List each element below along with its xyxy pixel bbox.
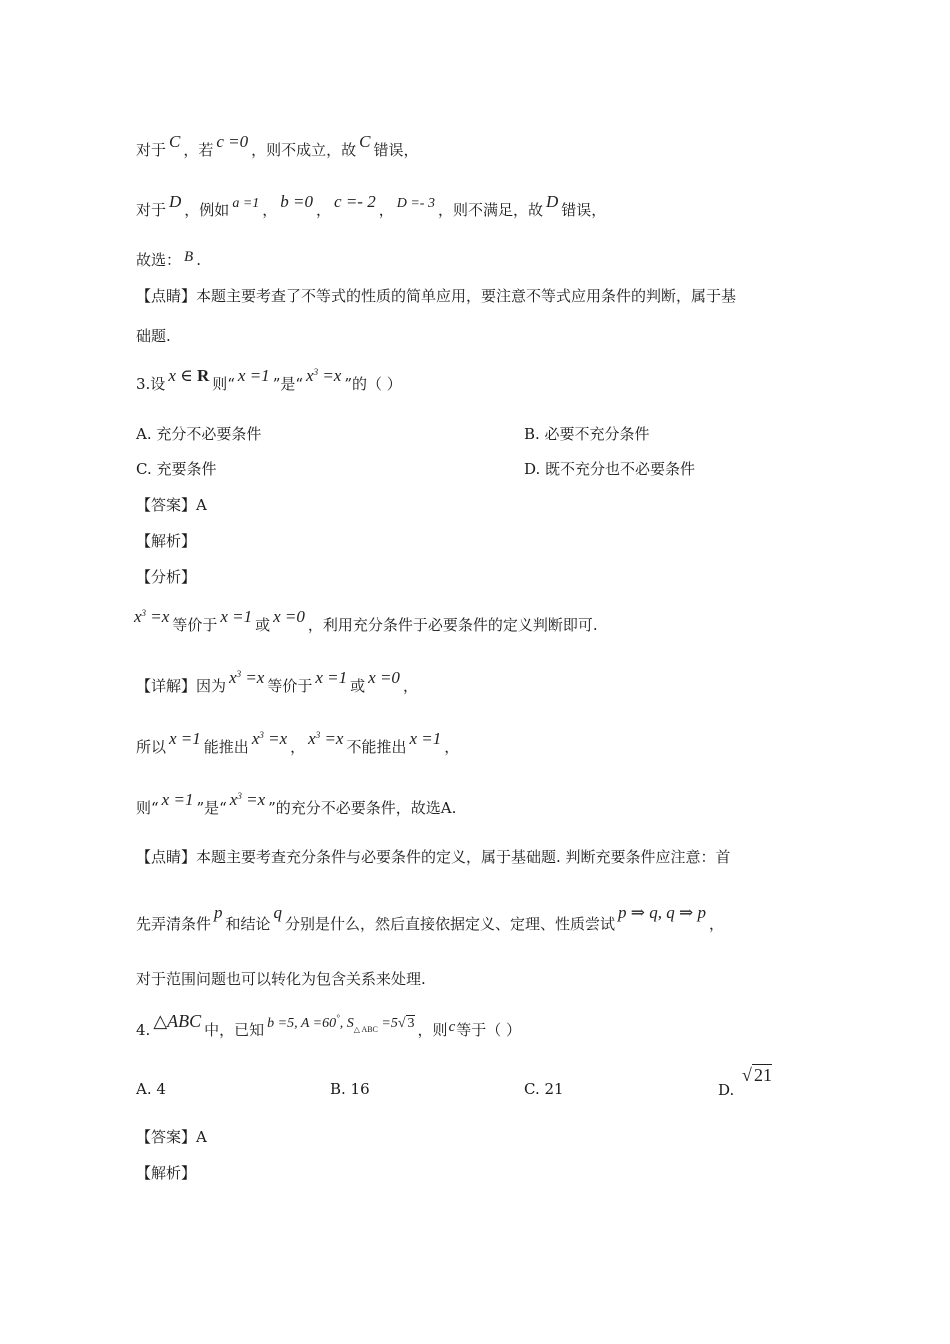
text: 础题. bbox=[136, 327, 171, 345]
text: 错误， bbox=[561, 201, 607, 219]
text: 等价于 bbox=[267, 677, 313, 695]
math-expression: $x^3 =x$ bbox=[134, 607, 170, 626]
text: . bbox=[196, 251, 201, 269]
text-line bbox=[136, 668, 418, 698]
math-expression: p bbox=[214, 903, 223, 922]
text: 中，已知 bbox=[204, 1021, 265, 1039]
text: ， bbox=[709, 915, 725, 933]
math-expression: $x^3 =x$ bbox=[308, 729, 344, 748]
math-expression: x =1 bbox=[161, 790, 194, 809]
text-line bbox=[136, 790, 457, 820]
text: 则“ bbox=[136, 799, 159, 817]
math-expression: x =1 bbox=[409, 729, 442, 748]
text-line bbox=[136, 326, 171, 346]
math-expression: c =0 bbox=[216, 132, 249, 151]
text: 【详解】因为 bbox=[136, 677, 227, 695]
text: ”是“ bbox=[196, 799, 227, 817]
text: ，若 bbox=[183, 141, 214, 159]
text-line bbox=[136, 903, 725, 934]
question-number: 4. bbox=[136, 1021, 151, 1039]
math-expression: x =0 bbox=[368, 668, 400, 687]
math-expression: △ABC bbox=[153, 1011, 202, 1031]
option-c: C. 21 bbox=[524, 1080, 564, 1098]
option-a: A. 充分不必要条件 bbox=[136, 425, 262, 443]
math-expression: C bbox=[169, 132, 181, 151]
math-expression: $x^3 =x$ bbox=[251, 729, 288, 748]
option-a: A. 4 bbox=[136, 1080, 166, 1098]
text: ，例如 bbox=[184, 201, 230, 219]
math-expression: x =1 bbox=[169, 729, 201, 748]
text: ， bbox=[290, 738, 306, 756]
text-line bbox=[136, 729, 460, 759]
text: ”的（ ） bbox=[344, 375, 402, 393]
text-line bbox=[136, 132, 419, 160]
text: 【点睛】本题主要考查了不等式的性质的简单应用，要注意不等式应用条件的判断，属于基 bbox=[136, 287, 737, 305]
text: ”是“ bbox=[272, 375, 304, 393]
text: 对于 bbox=[136, 141, 167, 159]
text: 等于（ ） bbox=[456, 1021, 522, 1039]
text-line bbox=[136, 250, 201, 271]
analysis-label: 【解析】 bbox=[136, 1164, 197, 1182]
text: 或 bbox=[350, 677, 366, 695]
text: ， bbox=[316, 201, 332, 219]
math-expression: x =1 bbox=[220, 607, 253, 626]
text: 和结论 bbox=[225, 915, 271, 933]
text: 则“ bbox=[212, 375, 235, 393]
text: 等价于 bbox=[172, 616, 218, 634]
text: ，则不成立，故 bbox=[251, 141, 357, 159]
text-line bbox=[136, 286, 736, 306]
math-expression: C bbox=[359, 132, 371, 151]
text: ，则不满足，故 bbox=[437, 201, 543, 219]
text: ， bbox=[402, 677, 418, 695]
text: 不能推出 bbox=[346, 738, 407, 756]
math-expression: a =1 bbox=[232, 196, 260, 211]
answer-label: 【答案】A bbox=[136, 496, 207, 514]
question-3-stem bbox=[136, 366, 402, 396]
text: 故选： bbox=[136, 251, 182, 269]
text-line bbox=[136, 969, 426, 989]
text: 错误， bbox=[373, 141, 419, 159]
math-expression: D bbox=[169, 192, 182, 211]
text: 对于 bbox=[136, 201, 167, 219]
math-expression: b =5, A =60°, $S_{\triangle ABC} =5√$ 3 bbox=[267, 1013, 415, 1034]
math-expression: x =1 bbox=[237, 366, 270, 385]
math-expression: D bbox=[545, 192, 559, 211]
math-expression: c =- 2 bbox=[334, 192, 376, 211]
analysis-label: 【解析】 bbox=[136, 532, 197, 550]
text: ，利用充分条件于必要条件的定义判断即可. bbox=[307, 616, 598, 634]
math-expression: $x^3 =x$ bbox=[229, 668, 265, 687]
text: 先弄清条件 bbox=[136, 915, 212, 933]
question-4-stem bbox=[136, 1011, 522, 1043]
text: 对于范围问题也可以转化为包含关系来处理. bbox=[136, 970, 426, 988]
math-expression: x ∈ R bbox=[168, 366, 210, 385]
option-c: C. 充要条件 bbox=[136, 460, 217, 478]
text: ， bbox=[262, 201, 278, 219]
answer-label: 【答案】A bbox=[136, 1128, 207, 1146]
analysis-sub-label: 【分析】 bbox=[136, 568, 197, 586]
text: 所以 bbox=[136, 738, 167, 756]
option-b: B. 必要不充分条件 bbox=[524, 425, 650, 443]
option-d: D. √ 21 bbox=[718, 1065, 772, 1099]
math-expression: $x^3 =x$ bbox=[306, 366, 342, 385]
math-expression: x =0 bbox=[273, 607, 305, 626]
text: ”的充分不必要条件，故选A. bbox=[268, 799, 457, 817]
text-line bbox=[134, 607, 598, 637]
text: 能推出 bbox=[203, 738, 249, 756]
math-expression: p ⇒ q, q ⇒ p bbox=[618, 903, 707, 922]
text: 或 bbox=[255, 616, 271, 634]
math-expression: $x^3 =x$ bbox=[229, 790, 266, 809]
option-d: D. 既不充分也不必要条件 bbox=[524, 460, 696, 478]
math-expression: q bbox=[273, 903, 283, 922]
text: 分别是什么，然后直接依据定义、定理、性质尝试 bbox=[285, 915, 616, 933]
math-expression: c bbox=[448, 1019, 456, 1035]
math-expression: B bbox=[184, 249, 194, 265]
option-b: B. 16 bbox=[330, 1080, 370, 1098]
math-expression: b =0 bbox=[280, 192, 314, 211]
math-expression: D =- 3 bbox=[396, 196, 435, 211]
text: ，则 bbox=[417, 1021, 448, 1039]
text: 【点睛】本题主要考查充分条件与必要条件的定义，属于基础题. 判断充要条件应注意：首 bbox=[136, 848, 731, 866]
text-line bbox=[136, 192, 607, 222]
math-expression: √ 21 bbox=[742, 1065, 772, 1085]
math-expression: x =1 bbox=[315, 668, 348, 687]
question-number: 3.设 bbox=[136, 375, 166, 393]
text: ， bbox=[444, 738, 460, 756]
text-line bbox=[136, 847, 731, 867]
text: ， bbox=[378, 201, 394, 219]
